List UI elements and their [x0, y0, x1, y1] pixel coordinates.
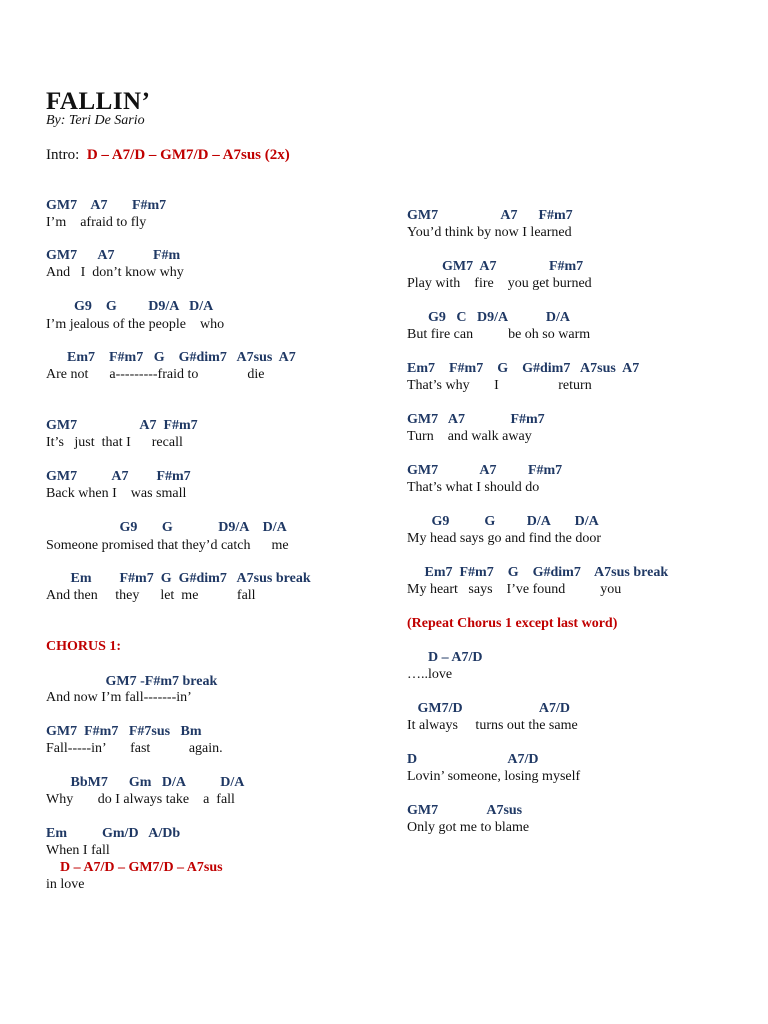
intro-line [46, 147, 290, 164]
chord-line: Em Gm/D A/Db [46, 826, 181, 841]
lyric-line: Why do I always take a fall [46, 792, 235, 807]
chord-line: GM7 A7 F#m7 [407, 412, 545, 427]
lyric-line: Back when I was small [46, 486, 187, 501]
chord-line: GM7 A7 F#m7 [46, 198, 167, 213]
lyric-line: But fire can be oh so warm [407, 327, 591, 342]
chord-line: GM7 -F#m7 break [46, 674, 218, 689]
chord-line: G9 G D9/A D/A [46, 299, 214, 314]
intro-chords: D – A7/D – GM7/D – A7sus (2x) [86, 147, 290, 163]
lyric-line: When I fall [46, 843, 110, 858]
lyric-line: And I don’t know why [46, 265, 184, 280]
chord-line: G9 G D9/A D/A [46, 520, 287, 535]
chord-line: G9 C D9/A D/A [407, 310, 570, 325]
chord-line: GM7 A7 F#m [46, 248, 181, 263]
lyric-line: I’m afraid to fly [46, 215, 147, 230]
lyric-line: Play with fire you get burned [407, 276, 592, 291]
lyric-line: It’s just that I recall [46, 435, 183, 450]
chord-line: BbM7 Gm D/A D/A [46, 775, 245, 790]
lyric-line: I’m jealous of the people who [46, 317, 225, 332]
chord-line: D A7/D [407, 752, 539, 767]
lyric-line: That’s why I return [407, 378, 592, 393]
lyric-line: Lovin’ someone, losing myself [407, 769, 581, 784]
chord-line: Em7 F#m7 G G#dim7 A7sus A7 [46, 350, 296, 365]
intro-label: Intro: [46, 147, 87, 163]
lyric-line: Only got me to blame [407, 820, 530, 835]
lyric-line: Fall-----in’ fast again. [46, 741, 223, 756]
song-author: By: Teri De Sario [46, 113, 145, 128]
chord-line: G9 G D/A D/A [407, 514, 599, 529]
lyric-line: Turn and walk away [407, 429, 532, 444]
lyric-line: Are not a---------fraid to die [46, 367, 265, 382]
chord-line: Em F#m7 G G#dim7 A7sus break [46, 571, 311, 586]
chord-line: GM7 A7 F#m7 [46, 469, 191, 484]
song-title: FALLIN’ [46, 88, 151, 115]
chorus-heading: CHORUS 1: [46, 639, 122, 654]
chord-line: D – A7/D [407, 650, 483, 665]
chord-line: GM7 A7 F#m7 [407, 208, 573, 223]
chord-line: GM7 A7 F#m7 [407, 463, 563, 478]
lyric-line: My heart says I’ve found you [407, 582, 622, 597]
lyric-line: Someone promised that they’d catch me [46, 538, 289, 553]
lyric-line: That’s what I should do [407, 480, 540, 495]
lyric-line: …..love [407, 667, 453, 682]
chord-line: GM7 F#m7 F#7sus Bm [46, 724, 202, 739]
lyric-line: You’d think by now I learned [407, 225, 572, 240]
chord-line: GM7 A7sus [407, 803, 523, 818]
chord-line: GM7 A7 F#m7 [46, 418, 198, 433]
repeat-chorus-note: (Repeat Chorus 1 except last word) [407, 616, 618, 631]
lyric-line: And now I’m fall-------in’ [46, 690, 192, 705]
chord-line-red: D – A7/D – GM7/D – A7sus [46, 860, 223, 875]
lyric-line: in love [46, 877, 85, 892]
lyric-line: My head says go and find the door [407, 531, 602, 546]
chord-line: GM7 A7 F#m7 [407, 259, 584, 274]
chord-line: Em7 F#m7 G G#dim7 A7sus A7 [407, 361, 640, 376]
lyric-line: It always turns out the same [407, 718, 578, 733]
chord-line: Em7 F#m7 G G#dim7 A7sus break [407, 565, 669, 580]
chord-line: GM7/D A7/D [407, 701, 570, 716]
lyric-line: And then they let me fall [46, 588, 256, 603]
